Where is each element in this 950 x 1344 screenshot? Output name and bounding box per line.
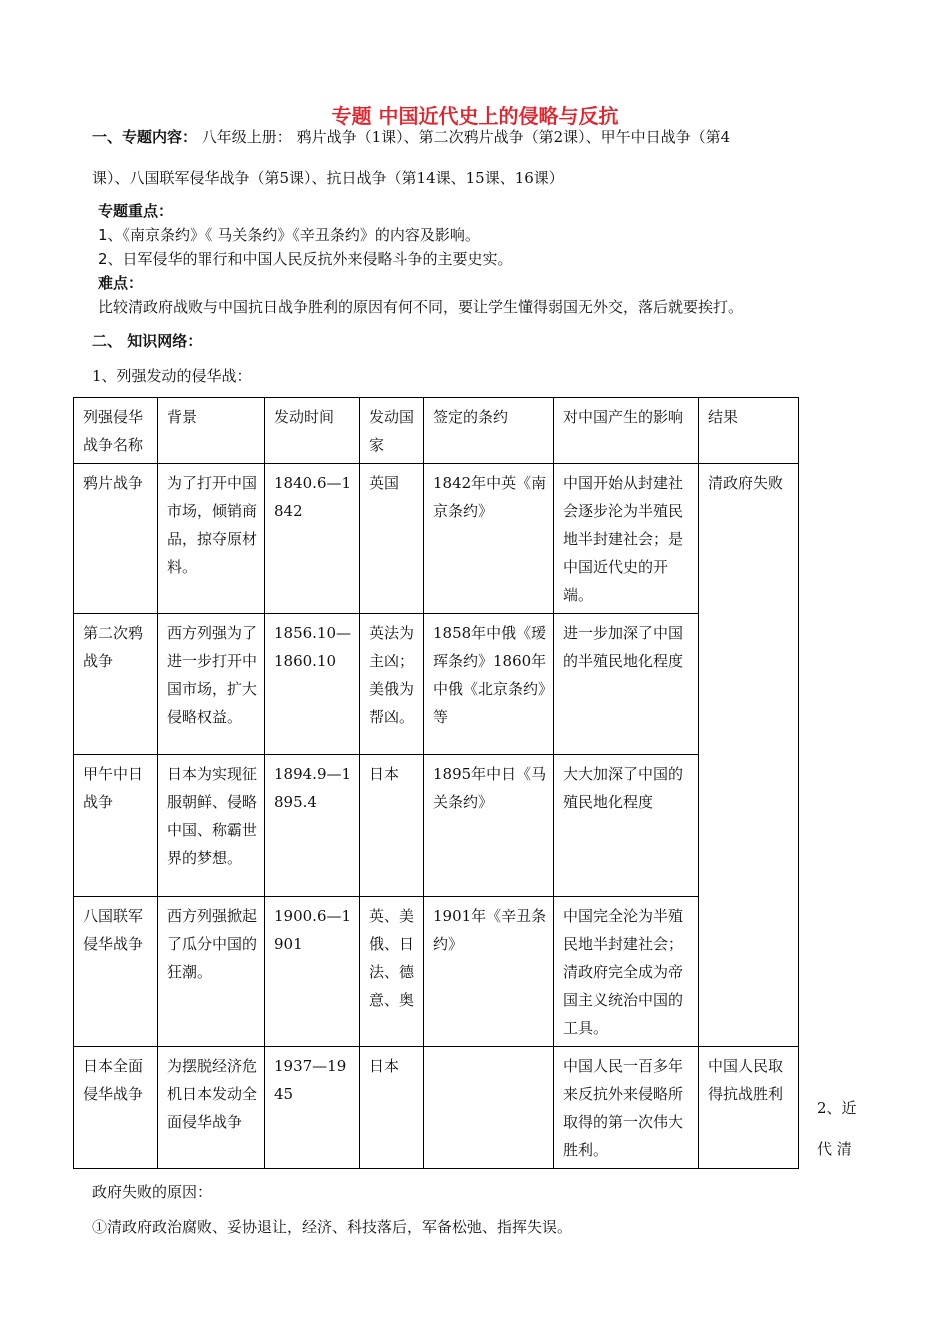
cell-impact: 中国开始从封建社会逐步沦为半殖民地半封建社会；是中国近代史的开端。 (554, 464, 699, 614)
section2-sub2-part2: 代 清 (817, 1140, 852, 1158)
cell-time: 1856.10—1860.10 (265, 614, 360, 755)
header-result: 结果 (699, 398, 799, 464)
focus-heading: 专题重点： (98, 202, 174, 220)
cell-time: 1937—1945 (265, 1047, 360, 1169)
header-country: 发动国家 (360, 398, 424, 464)
cell-time: 1894.9—1895.4 (265, 755, 360, 897)
cell-treaty: 1842年中英《南京条约》 (424, 464, 554, 614)
header-background: 背景 (158, 398, 265, 464)
cell-impact: 进一步加深了中国的半殖民地化程度 (554, 614, 699, 755)
focus-item-1: 1、《南京条约》《 马关条约》《辛丑条约》的内容及影响。 (98, 226, 480, 244)
cell-country: 日本 (360, 755, 424, 897)
cell-background: 西方列强为了进一步打开中国市场，扩大侵略权益。 (158, 614, 265, 755)
difficulty-text: 比较清政府战败与中国抗日战争胜利的原因有何不同，要让学生懂得弱国无外交，落后就要挨打。 (98, 298, 744, 316)
focus-item-2: 2、日军侵华的罪行和中国人民反抗外来侵略斗争的主要史实。 (98, 250, 513, 268)
cell-result-merged: 清政府失败 (699, 464, 799, 1047)
cell-war-name: 甲午中日战争 (74, 755, 158, 897)
cell-country: 英法为主凶；美俄为帮凶。 (360, 614, 424, 755)
cell-war-name: 第二次鸦战争 (74, 614, 158, 755)
cell-impact: 大大加深了中国的殖民地化程度 (554, 755, 699, 897)
page-title: 专题 中国近代史上的侵略与反抗 (331, 104, 619, 128)
header-treaty: 签定的条约 (424, 398, 554, 464)
table-row (74, 1047, 799, 1169)
table-row (74, 755, 799, 897)
section2-sub2-part3: 政府失败的原因： (92, 1183, 213, 1201)
section2-sub1: 1、列强发动的侵华战： (92, 367, 252, 385)
cell-treaty: 1901年《辛丑条约》 (424, 897, 554, 1047)
table-header-row (74, 398, 799, 464)
cell-country: 英、美俄、日法、德意、奥 (360, 897, 424, 1047)
section2-heading: 二、 知识网络： (92, 332, 203, 350)
header-impact: 对中国产生的影响 (554, 398, 699, 464)
cell-background: 日本为实现征服朝鲜、侵略中国、称霸世界的梦想。 (158, 755, 265, 897)
section1-heading: 一、专题内容： (92, 128, 198, 146)
cell-result-last: 中国人民取得抗战胜利 (699, 1047, 799, 1169)
cell-war-name: 八国联军侵华战争 (74, 897, 158, 1047)
cell-country: 日本 (360, 1047, 424, 1169)
table-row (74, 614, 799, 755)
cell-time: 1900.6—1901 (265, 897, 360, 1047)
cell-treaty: 1858年中俄《瑷珲条约》1860年中俄《北京条约》等 (424, 614, 554, 755)
cell-war-name: 鸦片战争 (74, 464, 158, 614)
table-row (74, 897, 799, 1047)
cell-country: 英国 (360, 464, 424, 614)
header-time: 发动时间 (265, 398, 360, 464)
cell-time: 1840.6—1842 (265, 464, 360, 614)
section1-line2: 课）、八国联军侵华战争（第5课）、抗日战争（第14课、15课、16课） (92, 169, 564, 187)
section1-line1 (92, 126, 730, 148)
invasion-wars-table (73, 397, 799, 1169)
cell-treaty (424, 1047, 554, 1169)
cell-background: 为了打开中国市场，倾销商品，掠夺原材料。 (158, 464, 265, 614)
cell-impact: 中国人民一百多年来反抗外来侵略所取得的第一次伟大胜利。 (554, 1047, 699, 1169)
cell-war-name: 日本全面侵华战争 (74, 1047, 158, 1169)
section1-text-1: 八年级上册： 鸦片战争（1课）、第二次鸦片战争（第2课）、甲午中日战争（第4 (201, 128, 731, 146)
header-war-name: 列强侵华战争名称 (74, 398, 158, 464)
section2-sub2-part1: 2、近 (817, 1099, 857, 1117)
table-row (74, 464, 799, 614)
cell-background: 为摆脱经济危机日本发动全面侵华战争 (158, 1047, 265, 1169)
cell-treaty: 1895年中日《马关条约》 (424, 755, 554, 897)
difficulty-heading: 难点： (98, 274, 144, 292)
reason-1: ①清政府政治腐败、妥协退让，经济、科技落后，军备松弛、指挥失误。 (92, 1218, 573, 1236)
cell-impact: 中国完全沦为半殖民地半封建社会；清政府完全成为帝国主义统治中国的工具。 (554, 897, 699, 1047)
cell-background: 西方列强掀起了瓜分中国的狂潮。 (158, 897, 265, 1047)
